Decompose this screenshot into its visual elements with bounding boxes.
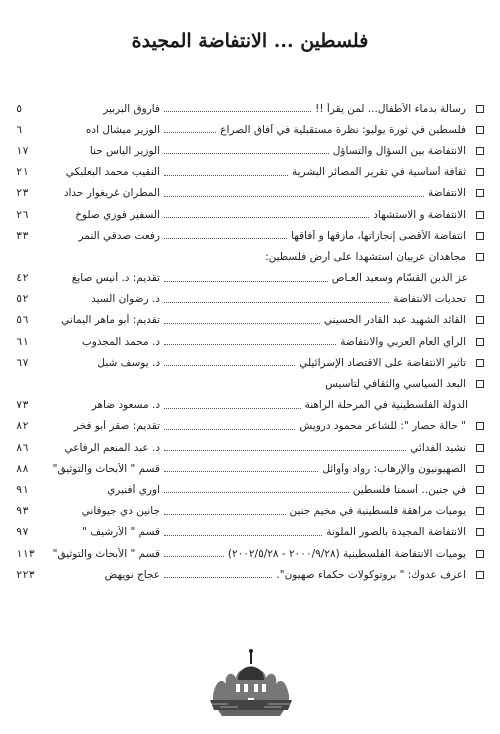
toc-entry: [16, 331, 486, 352]
toc-entry: [16, 564, 486, 585]
bullet-square-icon: [466, 444, 486, 452]
toc-entry: [16, 246, 486, 267]
toc-entry-title: يوميات مراهقة فلسطينية في مخيم جنين: [289, 505, 466, 518]
bullet-square-icon: [466, 189, 486, 197]
dot-leader: [164, 429, 295, 430]
toc-entry: [16, 352, 486, 373]
toc-entry-author: النقيب محمد البعلبكي: [65, 166, 160, 179]
table-of-contents: [16, 98, 486, 585]
toc-entry-author: تقديم: صقر أبو فخر: [73, 420, 160, 433]
dot-leader: [164, 577, 272, 578]
dot-leader: [164, 514, 286, 515]
bullet-square-icon: [466, 528, 486, 536]
toc-entry-page-number: ٥: [16, 102, 23, 115]
bullet-square-icon: [466, 147, 486, 155]
bullet-square-icon: [466, 550, 486, 558]
toc-entry-page-number: ٥٦: [16, 314, 29, 327]
bullet-square-icon: [466, 126, 486, 134]
toc-entry-page-number: ٢١: [16, 166, 29, 179]
toc-entry-title: تحديات الانتفاضة: [393, 293, 466, 306]
mosque-dome-engraving-icon: [208, 640, 294, 718]
toc-entry-title: الانتفاضة المجيدة بالصور الملونة: [326, 526, 466, 539]
bullet-square-icon: [466, 338, 486, 346]
toc-entry-title: عز الدين القسّام وسعيد العـاص: [331, 272, 468, 285]
toc-entry-author: قسم " الأرشيف ": [82, 526, 160, 539]
bullet-square-icon: [466, 465, 486, 473]
dot-leader: [164, 196, 424, 197]
dot-leader: [164, 302, 389, 303]
toc-entry: [16, 458, 486, 479]
toc-entry-title: " حالة حصار ": للشاعر محمود درويش: [299, 420, 466, 433]
bullet-square-icon: [466, 211, 486, 219]
page-title: فلسطين ... الانتفاضة المجيدة: [131, 30, 369, 52]
bullet-square-icon: [466, 507, 486, 515]
toc-entry-title: البعد السياسي والثقافي لتأسيس: [325, 378, 466, 391]
toc-entry-author: الوزير ميشال اده: [85, 123, 160, 136]
toc-entry-author: د. رضوان السيد: [91, 293, 160, 306]
toc-entry-title: الانتفاضة: [427, 187, 466, 200]
dot-leader: [164, 556, 224, 557]
toc-entry: [16, 183, 486, 204]
toc-entry-author: جانين دي جيوفاني: [81, 505, 160, 518]
toc-entry: [16, 204, 486, 225]
toc-entry-page-number: ٢٦: [16, 208, 29, 221]
toc-entry: [16, 98, 486, 119]
toc-entry-title: انتفاضة الأقصى إنجازاتها، مأزقها و آفاقها: [291, 229, 466, 242]
dot-leader: [164, 450, 406, 451]
toc-entry-title: الرأي العام العربي والانتفاضة: [340, 335, 466, 348]
bullet-square-icon: [466, 105, 486, 113]
toc-entry: [16, 268, 486, 289]
toc-entry-title: تأثير الانتفاضة على الاقتصاد الإسرائيلي: [299, 356, 466, 369]
toc-entry-title: الانتفاضة و الاستشهاد: [373, 208, 466, 221]
toc-entry-page-number: ٨٢: [16, 420, 29, 433]
dot-leader: [164, 492, 349, 493]
bullet-square-icon: [466, 486, 486, 494]
dot-leader: [164, 365, 295, 366]
toc-entry-author: د. مسعود ضاهر: [91, 399, 160, 412]
dot-leader: [164, 238, 287, 239]
toc-entry-author: عجاج نويهض: [104, 568, 160, 581]
toc-entry-title: يوميات الانتفاضة الفلسطينية (٢٠٠٠/٩/٢٨ - ٢٠٠٢/٥/٢٨): [227, 547, 466, 560]
toc-entry-author: اوري أفنيري: [107, 483, 160, 496]
toc-entry-page-number: ٦١: [16, 335, 29, 348]
bullet-square-icon: [466, 316, 486, 324]
toc-entry-author: رفعت صدقي النمر: [78, 229, 160, 242]
toc-entry: [16, 479, 486, 500]
toc-entry: [16, 395, 486, 416]
toc-entry-author: تقديم: أبو ماهر اليماني: [61, 314, 160, 327]
toc-entry-page-number: ٩٧: [16, 526, 29, 539]
bullet-square-icon: [466, 232, 486, 240]
toc-entry-title: في جنين.. أسمنا فلسطين: [352, 483, 466, 496]
toc-entry: [16, 225, 486, 246]
toc-entry-author: قسم " الأبحاث والتوثيق": [52, 462, 160, 475]
toc-entry-author: الوزير الياس حنا: [89, 144, 160, 157]
toc-entry-page-number: ٢٣: [16, 187, 29, 200]
toc-entry-title: الدولة الفلسطينية في المرحلة الراهنة: [304, 399, 468, 412]
toc-entry: [16, 522, 486, 543]
toc-entry: [16, 310, 486, 331]
toc-entry: [16, 289, 486, 310]
dot-leader: [164, 111, 311, 112]
toc-entry-title: القائد الشهيد عبد القادر الحسيني: [323, 314, 466, 327]
toc-entry-author: فاروق البربير: [103, 102, 160, 115]
toc-entry-page-number: ٤٢: [16, 272, 29, 285]
toc-entry: [16, 416, 486, 437]
toc-entry-title: ثقافة أساسية في تقرير المصائر البشرية: [292, 166, 466, 179]
toc-entry-page-number: ٨٦: [16, 441, 29, 454]
toc-entry-author: د. محمد المجذوب: [81, 335, 160, 348]
dot-leader: [164, 132, 216, 133]
toc-entry-title: نشيد الفدائي: [410, 441, 466, 454]
toc-entry: [16, 437, 486, 458]
toc-entry-title: اعرف عدوك: " بروتوكولات حكماء صهيون".: [276, 568, 466, 581]
toc-entry-author: د. عبد المنعم الرفاعي: [64, 441, 160, 454]
dot-leader: [164, 323, 320, 324]
toc-entry-page-number: ٢٢٣: [16, 568, 35, 581]
toc-entry-page-number: ٥٢: [16, 293, 29, 306]
toc-entry: [16, 373, 486, 394]
toc-entry: [16, 543, 486, 564]
toc-entry-author: المطران غريغوار حداد: [63, 187, 160, 200]
dot-leader: [164, 175, 288, 176]
toc-entry: [16, 162, 486, 183]
bullet-square-icon: [466, 253, 486, 261]
toc-entry-page-number: ٨٨: [16, 462, 29, 475]
dot-leader: [164, 153, 329, 154]
toc-entry-page-number: ٣٣: [16, 229, 29, 242]
bullet-square-icon: [466, 168, 486, 176]
toc-entry-author: قسم " الأبحاث والتوثيق": [52, 547, 160, 560]
toc-entry-page-number: ٦: [16, 123, 23, 136]
toc-entry-page-number: ٦٧: [16, 356, 29, 369]
toc-entry: [16, 119, 486, 140]
dot-leader: [164, 217, 369, 218]
dot-leader: [164, 471, 318, 472]
dot-leader: [164, 535, 322, 536]
toc-entry-author: د. يوسف شبل: [97, 356, 160, 369]
toc-entry-page-number: ١٧: [16, 144, 29, 157]
bullet-square-icon: [466, 359, 486, 367]
toc-entry-page-number: ٧٣: [16, 399, 29, 412]
bullet-square-icon: [466, 571, 486, 579]
dot-leader: [164, 344, 336, 345]
toc-entry-page-number: ١١٣: [16, 547, 35, 560]
dot-leader: [164, 408, 301, 409]
toc-entry-author: السفير فوزي صلّوخ: [75, 208, 160, 221]
toc-entry-title: الانتفاضة بين السؤال والتساؤل: [332, 144, 466, 157]
toc-entry-title: فلسطين في ثورة يوليو: نظرة مستقبلية في آفاق الصراع: [220, 123, 466, 136]
toc-entry-author: تقديم: د. أنيس صايغ: [71, 272, 160, 285]
toc-entry: [16, 140, 486, 161]
bullet-square-icon: [466, 295, 486, 303]
bullet-square-icon: [466, 422, 486, 430]
toc-entry-title: الصهيونيون والإرهاب: رواد وأوائل: [322, 462, 466, 475]
toc-entry-page-number: ٩١: [16, 483, 29, 496]
toc-entry-title: رسالة بدماء الأطفال... لمن يقرأ !!: [315, 102, 466, 115]
toc-entry: [16, 501, 486, 522]
dot-leader: [164, 281, 328, 282]
bullet-square-icon: [466, 380, 486, 388]
toc-entry-title: مجاهدان عربيان استشهدا على أرض فلسطين:: [265, 250, 466, 263]
toc-entry-page-number: ٩٣: [16, 505, 29, 518]
